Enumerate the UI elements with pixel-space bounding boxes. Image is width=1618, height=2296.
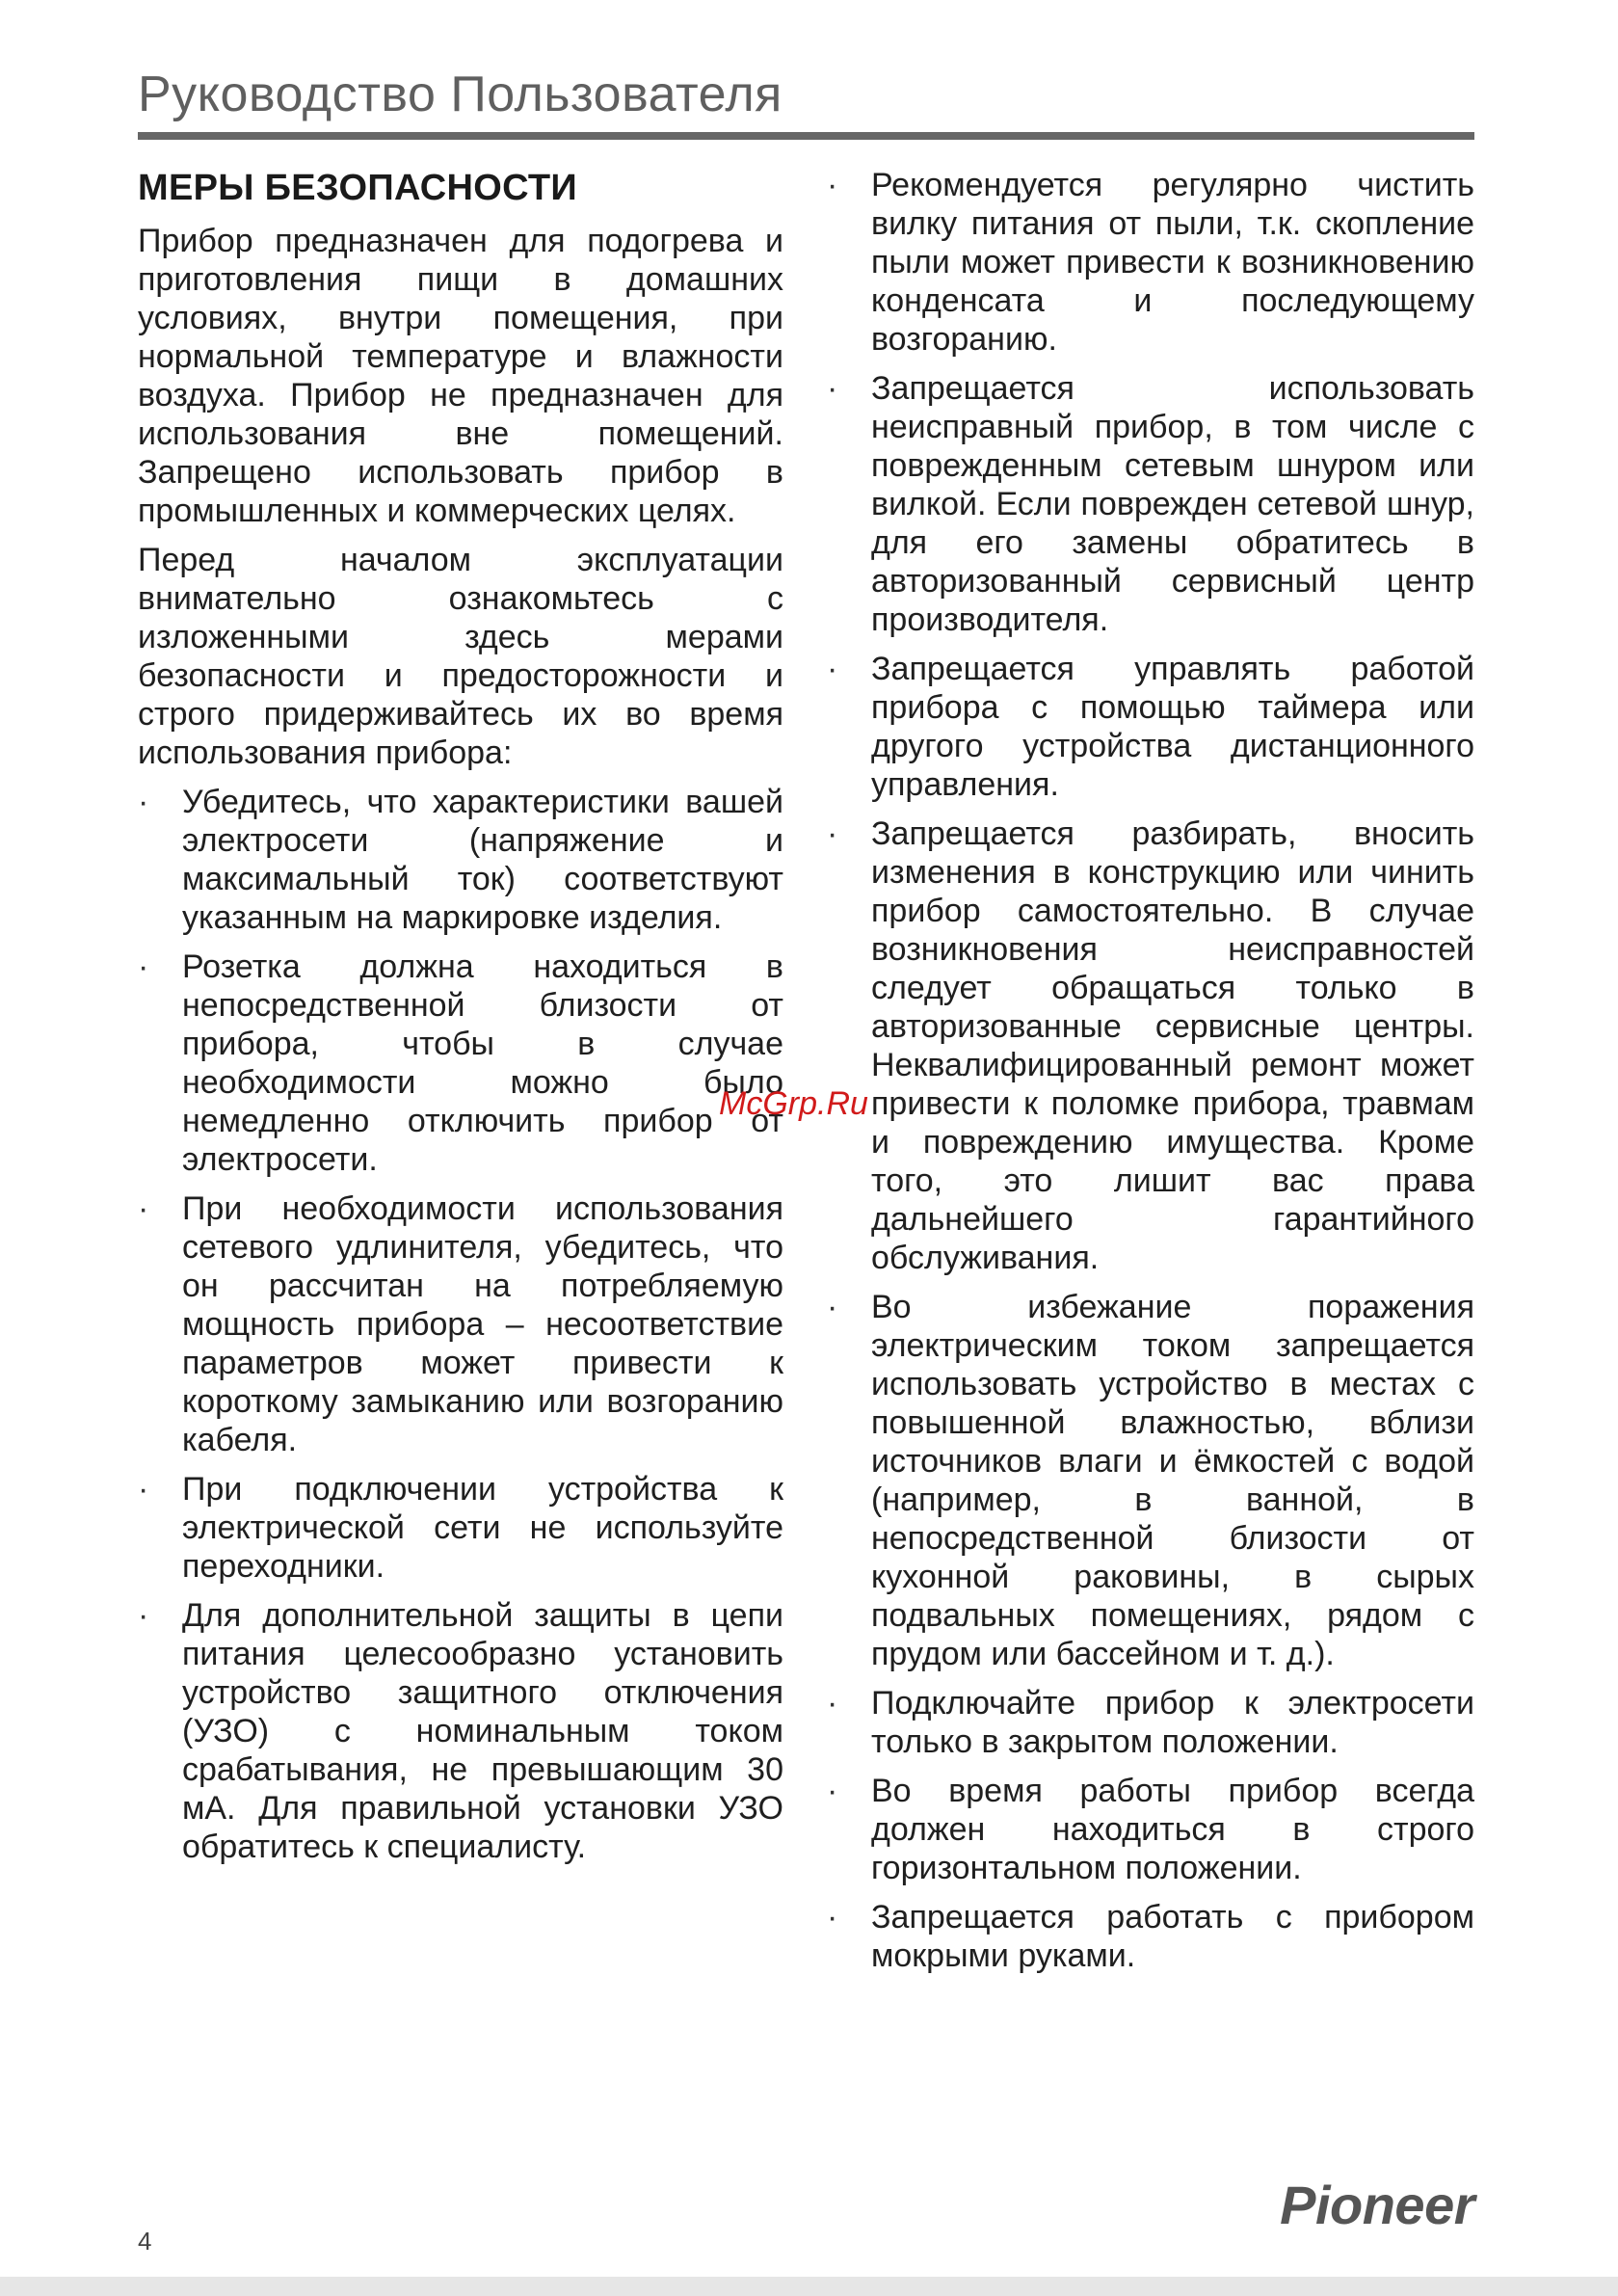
bullet-icon: ·: [138, 1471, 149, 1508]
instructions-paragraph: Перед началом эксплуатации внимательно ознакомьтесь с изложенными здесь мерами безопасности и предосторожности и строго придерживайтесь их во время использования прибора:: [138, 542, 783, 771]
list-item: [138, 1189, 783, 1459]
page-number: 4: [138, 2227, 152, 2256]
brand-logo: Pioneer: [1280, 2175, 1474, 2235]
list-item: [138, 948, 783, 1179]
list-item: [827, 814, 1474, 1277]
list-item-text: При подключении устройства к электрической сети не используйте переходники.: [182, 1471, 783, 1585]
list-item: [827, 1898, 1474, 1975]
bullet-icon: ·: [827, 815, 838, 852]
list-item: [827, 1288, 1474, 1673]
site-watermark: McGrp.Ru: [719, 1085, 868, 1122]
left-bullet-list: [138, 783, 783, 1866]
list-item-text: Розетка должна находиться в непосредственной близости от прибора, чтобы в случае необходимости можно было немедленно отключить прибор от электросети.: [182, 948, 783, 1178]
bullet-icon: ·: [827, 651, 838, 687]
right-bullet-list: [827, 166, 1474, 1975]
bottom-border: [0, 2277, 1618, 2296]
list-item: [138, 1596, 783, 1866]
bullet-icon: ·: [827, 1899, 838, 1936]
list-item-text: Во время работы прибор всегда должен находиться в строго горизонтальном положении.: [871, 1773, 1474, 1886]
list-item: [827, 650, 1474, 804]
list-item: [827, 1772, 1474, 1887]
page-header-title: Руководство Пользователя: [138, 67, 782, 122]
bullet-icon: ·: [138, 1597, 149, 1634]
list-item-text: Запрещается работать с прибором мокрыми руками.: [871, 1899, 1474, 1974]
list-item: [827, 1684, 1474, 1761]
list-item-text: Запрещается разбирать, вносить изменения в конструкцию или чинить прибор самостоятельно. В случае возникновения неисправностей следует обращаться только в авторизованные сервисные центры. Неквалифицированный ремонт может привести к поломке прибора, травмам и повреждению имущества. Кроме того, это лишит вас права дальнейшего гарантийного обслуживания.: [871, 815, 1474, 1276]
bullet-icon: ·: [827, 1685, 838, 1722]
right-column: [827, 166, 1474, 1986]
list-item: [827, 369, 1474, 639]
list-item-text: Для дополнительной защиты в цепи питания целесообразно установить устройство защитного отключения (УЗО) с номинальным током срабатывания, не превышающим 30 мА. Для правильной установки УЗО обратитесь к специалисту.: [182, 1597, 783, 1865]
bullet-icon: ·: [827, 370, 838, 407]
left-column: [138, 166, 783, 1877]
section-title: МЕРЫ БЕЗОПАСНОСТИ: [138, 168, 577, 208]
bullet-icon: ·: [827, 1289, 838, 1325]
bullet-icon: ·: [827, 167, 838, 203]
bullet-icon: ·: [827, 1773, 838, 1809]
list-item-text: Убедитесь, что характеристики вашей электросети (напряжение и максимальный ток) соответствуют указанным на маркировке изделия.: [182, 784, 783, 936]
list-item: [138, 783, 783, 937]
bullet-icon: ·: [138, 784, 149, 820]
list-item: [138, 1470, 783, 1586]
list-item-text: Подключайте прибор к электросети только в закрытом положении.: [871, 1685, 1474, 1760]
list-item: [827, 166, 1474, 359]
bullet-icon: ·: [138, 948, 149, 985]
bullet-icon: ·: [138, 1190, 149, 1227]
list-item-text: Запрещается использовать неисправный прибор, в том числе с поврежденным сетевым шнуром или вилкой. Если поврежден сетевой шнур, для его замены обратитесь в авторизованный сервисный центр производителя.: [871, 370, 1474, 638]
list-item-text: Рекомендуется регулярно чистить вилку питания от пыли, т.к. скопление пыли может привести к возникновению конденсата и последующему возгоранию.: [871, 167, 1474, 358]
list-item-text: Запрещается управлять работой прибора с помощью таймера или другого устройства дистанционного управления.: [871, 651, 1474, 803]
intro-paragraph: Прибор предназначен для подогрева и приготовления пищи в домашних условиях, внутри помещения, при нормальной температуре и влажности воздуха. Прибор не предназначен для использования вне помещений. Запрещено использовать прибор в промышленных и коммерческих целях.: [138, 223, 783, 529]
list-item-text: Во избежание поражения электрическим током запрещается использовать устройство в местах с повышенной влажностью, вблизи источников влаги и ёмкостей с водой (например, в ванной, в непосредственной близости от кухонной раковины, в сырых подвальных помещениях, рядом с прудом или бассейном и т. д.).: [871, 1289, 1474, 1672]
header-divider: [138, 132, 1474, 140]
list-item-text: При необходимости использования сетевого удлинителя, убедитесь, что он рассчитан на потребляемую мощность прибора – несоответствие параметров может привести к короткому замыканию или возгоранию кабеля.: [182, 1190, 783, 1458]
